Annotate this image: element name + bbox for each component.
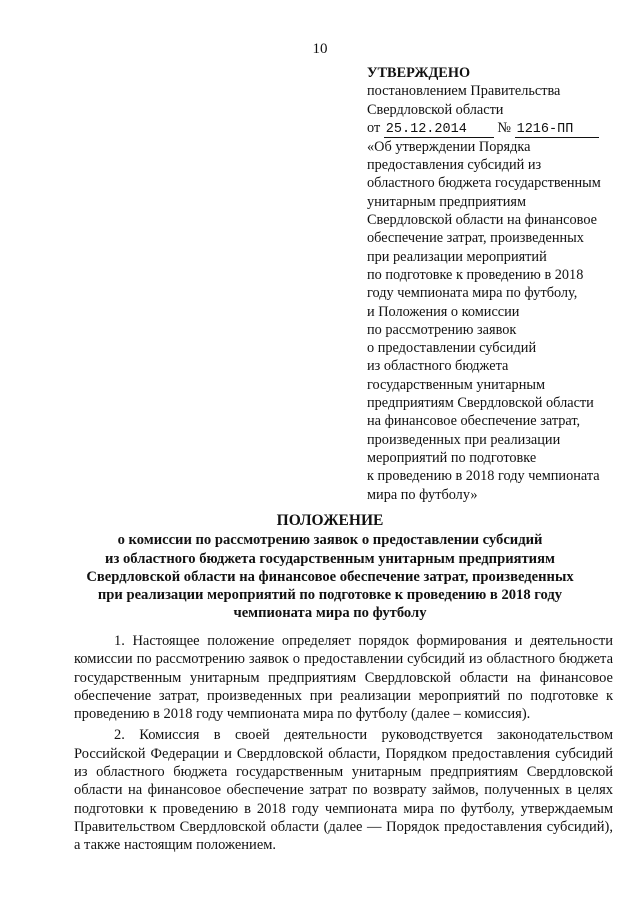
approval-quote-line: и Положения о комиссии — [367, 303, 520, 320]
approval-quote-line: о предоставлении субсидий — [367, 340, 537, 357]
approval-quote-line: предприятиям Свердловской области — [367, 395, 594, 412]
approval-quote — [367, 138, 629, 504]
heading-line: о комиссии по рассмотрению заявок о предоставлении субсидий — [117, 532, 543, 549]
heading-line: чемпионата мира по футболу — [233, 605, 427, 622]
approval-quote-line: при реализации мероприятий — [367, 248, 547, 265]
heading-line: при реализации мероприятий по подготовке к проведению в 2018 году — [97, 587, 563, 604]
approval-block — [367, 64, 629, 504]
approval-quote-line: году чемпионата мира по футболу, — [367, 285, 578, 302]
approval-quote-line: Свердловской области на финансовое — [367, 212, 597, 229]
approval-quote-line: мероприятий по подготовке — [367, 449, 537, 466]
approval-quote-line: к проведению в 2018 году чемпионата — [367, 468, 600, 485]
approval-quote-line: обеспечение затрат, произведенных — [367, 230, 584, 247]
approval-quote-line: унитарным предприятиям — [367, 193, 527, 210]
heading-line: из областного бюджета государственным унитарным предприятиям — [105, 550, 555, 567]
approval-quote-line: областного бюджета государственным — [367, 175, 601, 192]
heading-line: Свердловской области на финансовое обеспечение затрат, произведенных — [86, 568, 574, 585]
page-number: 10 — [312, 41, 328, 57]
approval-line: постановлением Правительства — [367, 83, 561, 100]
approval-quote-line: государственным унитарным — [367, 376, 545, 393]
paragraph-2: 2. Комиссия в своей деятельности руководствуется законодательством Российской Федерации и Свердловской области, Порядком предоставления субсидий из областного бюджета государственным унитарным предприятиям Свердловской области на финансовое обеспечение затрат по возврату займов, полученных в целях подготовки к проведению в 2018 году чемпионата мира по футболу, утверждаемым Правительством Свердловской области (далее — Порядок предоставления субсидий), а также настоящим положением. — [74, 727, 613, 854]
date-prefix: от — [367, 119, 381, 136]
approval-quote-line: предоставления субсидий из — [367, 157, 542, 174]
approval-date-line — [367, 119, 629, 138]
approval-quote-line: «Об утверждении Порядка — [367, 138, 531, 155]
number-prefix: № — [497, 119, 512, 136]
approval-quote-line: из областного бюджета — [367, 358, 509, 375]
approval-quote-line: по рассмотрению заявок — [367, 321, 517, 338]
approval-date: 25.12.2014 — [384, 122, 494, 138]
approval-number: 1216-ПП — [515, 122, 599, 138]
document-heading — [40, 512, 620, 623]
paragraph-1: 1. Настоящее положение определяет порядок формирования и деятельности комиссии по рассмотрению заявок о предоставлении субсидий из областного бюджета государственным унитарным предприятиям Свердловской области на финансовое обеспечение затрат, произведенных при реализации мероприятий по подготовке к проведению в 2018 году чемпионата мира по футболу (далее – комиссия). — [74, 633, 613, 723]
approval-quote-line: мира по футболу» — [367, 486, 478, 503]
approval-quote-line: на финансовое обеспечение затрат, — [367, 413, 581, 430]
document-body — [74, 632, 613, 855]
heading-title: ПОЛОЖЕНИЕ — [276, 512, 384, 529]
approval-line: Свердловской области — [367, 101, 504, 118]
approval-quote-line: произведенных при реализации — [367, 431, 561, 448]
approval-title: УТВЕРЖДЕНО — [367, 65, 471, 81]
approval-quote-line: по подготовке к проведению в 2018 — [367, 266, 584, 283]
